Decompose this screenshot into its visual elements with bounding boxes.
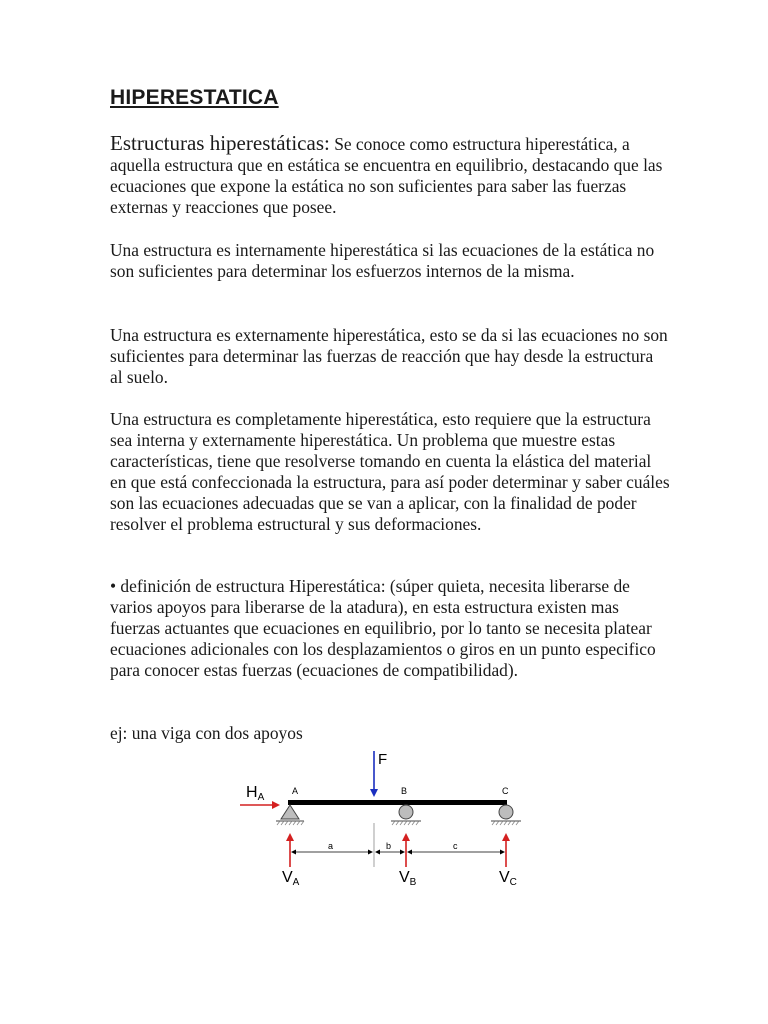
vertical-reaction-label-a: VA [282,869,300,888]
vertical-reaction-label-b: VB [399,869,417,888]
roller-support-c [491,805,521,825]
roller-support-b [391,805,421,825]
pin-support-a [276,805,304,825]
dimension-label-a: a [328,841,334,851]
definition-lead: • definición de estructura Hiperestática [110,576,381,596]
intro-text: Se conoce como estructura hiperestática, a aquella estructura que en estática se encuentra en equilibrio, destacando que las ecuaciones que expone la estática no son suficientes para saber las fuerzas externas y reacciones que posee. [110,134,663,217]
support-label-c: C [502,786,509,796]
beam-diagram [230,745,540,895]
horizontal-reaction-label: HA [246,784,265,803]
definition-paragraph [110,576,670,681]
example-line: ej: una viga con dos apoyos [110,723,303,743]
document-title: HIPERESTATICA [110,86,279,109]
complete-paragraph: Una estructura es completamente hiperestática, esto requiere que la estructura sea interna y externamente hiperestática. Un problema que muestre estas características, tiene que resolverse tomando en cuenta la elástica del material en que está confeccionada la estructura, para así poder determinar y saber cuáles son las ecuaciones adecuadas que se van a aplicar, con la finalidad de poder resolver el problema estructural y sus deformaciones. [110,409,670,534]
vertical-reaction-label-c: VC [499,869,517,888]
internal-paragraph: Una estructura es internamente hiperestática si las ecuaciones de la estática no son suficientes para determinar los esfuerzos internos de la misma. [110,240,655,281]
support-label-b: B [401,786,408,796]
intro-lead: Estructuras hiperestáticas: [110,131,330,155]
definition-text: : (súper quieta, necesita liberarse de varios apoyos para liberarse de la atadura), en esta estructura existen mas fuerzas actuantes que ecuaciones en equilibrio, por lo tanto se necesita platear ecuaciones adicionales con los desplazamientos o giros en un punto especifico para conocer estas fuerzas (ecuaciones de compatibilidad). [110,576,656,680]
load-label: F [378,751,388,768]
support-label-a: A [292,786,299,796]
dimension-label-c: c [453,841,458,851]
intro-paragraph [110,133,670,218]
beam [288,800,507,805]
external-paragraph: Una estructura es externamente hiperestática, esto se da si las ecuaciones no son suficientes para determinar las fuerzas de reacción que hay desde la estructura al suelo. [110,325,668,387]
dimension-label-b: b [386,841,392,851]
